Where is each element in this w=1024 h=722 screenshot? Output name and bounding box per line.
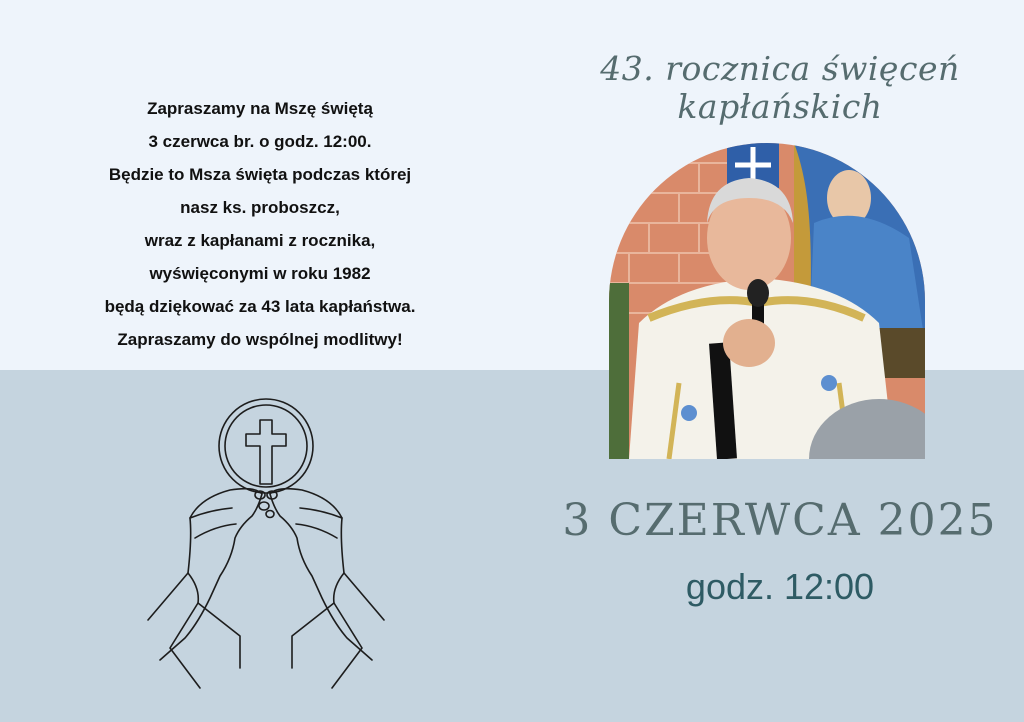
invitation-line: będą dziękować za 43 lata kapłaństwa. (104, 297, 416, 316)
event-time: godz. 12:00 (685, 566, 875, 607)
priest-photo (609, 143, 925, 459)
invitation-line: Zapraszamy do wspólnej modlitwy! (117, 330, 403, 349)
invitation-text (40, 92, 480, 356)
invitation-line: Będzie to Msza święta podczas której (108, 165, 412, 184)
anniversary-headline (560, 50, 1000, 126)
invitation-line: wyświęconymi w roku 1982 (149, 264, 371, 283)
invitation-line: 3 czerwca br. o godz. 12:00. (148, 132, 372, 151)
event-date: 3 CZERWCA 2025 (562, 495, 998, 546)
hands-holding-host-icon (140, 398, 390, 698)
invitation-line: wraz z kapłanami z rocznika, (144, 231, 376, 250)
invitation-line: nasz ks. proboszcz, (180, 198, 340, 217)
invitation-line: Zapraszamy na Mszę świętą (147, 99, 373, 118)
headline-line-2: kapłańskich (677, 87, 883, 126)
headline-line-1: 43. rocznica święceń (600, 49, 960, 88)
